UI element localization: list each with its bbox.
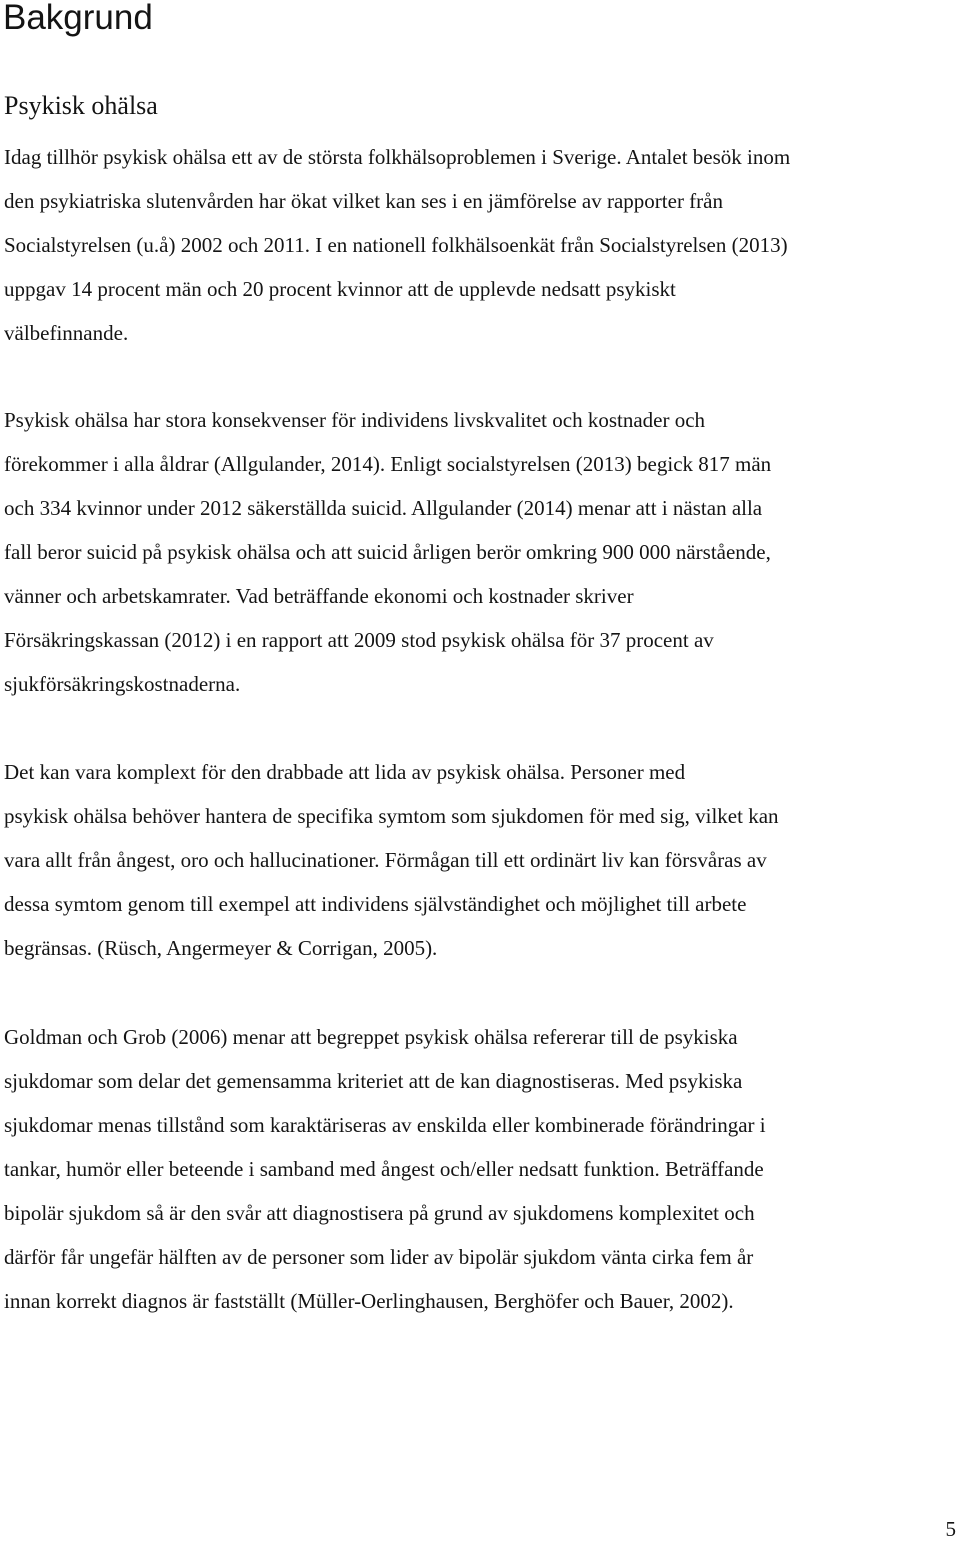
text-line: Det kan vara komplext för den drabbade att lida av psykisk ohälsa. Personer med [4,760,686,784]
text-line: sjukdomar menas tillstånd som karaktäriseras av enskilda eller kombinerade förändringar i [4,1113,766,1137]
text-line: den psykiatriska slutenvården har ökat vilket kan ses i en jämförelse av rapporter från [4,189,723,213]
page-number: 5 [945,1517,956,1541]
text-line: Idag tillhör psykisk ohälsa ett av de största folkhälsoproblemen i Sverige. Antalet besök inom [4,145,791,169]
text-line: sjukdomar som delar det gemensamma kriteriet att de kan diagnostiseras. Med psykiska [4,1069,743,1093]
paragraph-2 [4,398,771,706]
paragraph-4 [4,1015,766,1323]
section-heading: Psykisk ohälsa [4,91,158,120]
text-line: tankar, humör eller beteende i samband med ångest och/eller nedsatt funktion. Beträffande [4,1157,764,1181]
text-line: därför får ungefär hälften av de personer som lider av bipolär sjukdom vänta cirka fem år [4,1245,754,1269]
text-line: innan korrekt diagnos är fastställt (Müller-Oerlinghausen, Berghöfer och Bauer, 2002). [4,1289,734,1313]
text-line: fall beror suicid på psykisk ohälsa och att suicid årligen berör omkring 900 000 närstående, [4,540,771,564]
text-line: och 334 kvinnor under 2012 säkerställda suicid. Allgulander (2014) menar att i nästan alla [4,496,763,520]
text-line: uppgav 14 procent män och 20 procent kvinnor att de upplevde nedsatt psykiskt [4,277,676,301]
text-line: förekommer i alla åldrar (Allgulander, 2014). Enligt socialstyrelsen (2013) begick 817 män [4,452,772,476]
text-line: sjukförsäkringskostnaderna. [4,672,241,696]
text-line: vänner och arbetskamrater. Vad beträffande ekonomi och kostnader skriver [4,584,634,608]
text-line: dessa symtom genom till exempel att individens självständighet och möjlighet till arbete [4,892,747,916]
paragraph-1 [4,135,790,355]
text-line: Försäkringskassan (2012) i en rapport att 2009 stod psykisk ohälsa för 37 procent av [4,628,714,652]
text-line: bipolär sjukdom så är den svår att diagnostisera på grund av sjukdomens komplexitet och [4,1201,755,1225]
text-line: psykisk ohälsa behöver hantera de specifika symtom som sjukdomen för med sig, vilket kan [4,804,779,828]
text-line: Socialstyrelsen (u.å) 2002 och 2011. I en nationell folkhälsoenkät från Socialstyrelsen (2013) [4,233,788,257]
text-line: Psykisk ohälsa har stora konsekvenser för individens livskvalitet och kostnader och [4,408,706,432]
paragraph-3 [4,750,779,970]
text-line: begränsas. (Rüsch, Angermeyer & Corrigan, 2005). [4,936,438,960]
text-line: välbefinnande. [4,321,129,345]
page-title: Bakgrund [3,0,153,37]
text-line: vara allt från ångest, oro och hallucinationer. Förmågan till ett ordinärt liv kan försvåras av [4,848,767,872]
text-line: Goldman och Grob (2006) menar att begreppet psykisk ohälsa refererar till de psykiska [4,1025,738,1049]
